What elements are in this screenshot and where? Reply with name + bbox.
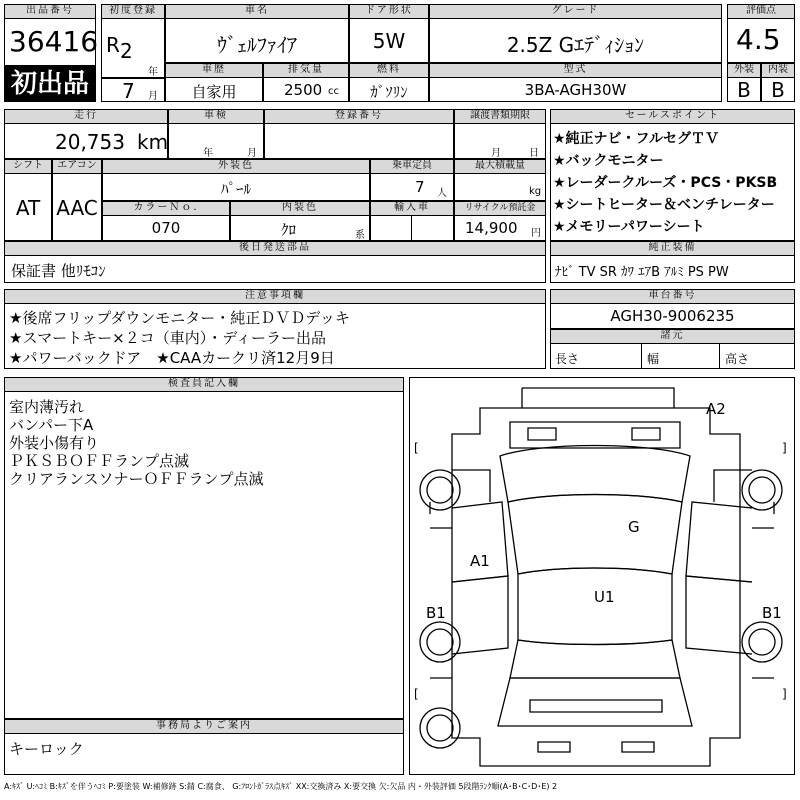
- ext-color-label: 外装色: [102, 159, 370, 174]
- grade-box: [429, 18, 722, 63]
- inspection-month-unit: 月: [247, 148, 257, 159]
- office-box: [4, 733, 404, 775]
- grade-value: 2.5Z Gｴﾃﾞｨｼｮﾝ: [506, 33, 645, 57]
- displacement-unit: cc: [328, 86, 339, 97]
- office-label: 事務局よりご案内: [4, 719, 404, 734]
- wheel-front-right: [742, 470, 782, 510]
- max-load-label: 最大積載量: [454, 159, 546, 174]
- reg-no-label: 登録番号: [264, 109, 454, 124]
- shift-value: AT: [15, 196, 41, 220]
- first-reg-month: 7: [122, 79, 135, 103]
- sales-points-label: セールスポイント: [550, 109, 795, 124]
- first-reg-month-box: [101, 78, 165, 102]
- sales-points-box: [550, 123, 795, 241]
- color-no-box: [102, 215, 230, 241]
- first-reg-era: R: [106, 33, 120, 57]
- inspection-label: 車検: [168, 109, 264, 124]
- wheel-rear-right-inner: [749, 629, 775, 655]
- car-diagram-box: [409, 377, 795, 775]
- fuel-value: ｶﾞｿﾘﾝ: [370, 83, 408, 101]
- mileage-unit: km: [137, 130, 169, 154]
- later-parts-label: 後日発送部品: [4, 241, 546, 256]
- inspector-line-2: バンパー下A: [9, 416, 94, 434]
- model-label: 型式: [429, 63, 722, 78]
- int-score-label: 内装: [761, 63, 795, 78]
- mileage-value: 20,753: [55, 130, 125, 154]
- rear-lamps: [538, 742, 654, 752]
- wheel-front-left-inner: [427, 477, 453, 503]
- recycle-unit: 円: [531, 228, 541, 239]
- office-value: キーロック: [9, 740, 84, 758]
- bracket-right-2: ]: [782, 687, 787, 701]
- ac-label: エアコン: [52, 159, 102, 174]
- inspection-box: [168, 123, 264, 159]
- inspector-line-1: 室内薄汚れ: [9, 398, 85, 416]
- door-value: 5W: [372, 29, 406, 53]
- mark-a1: A1: [470, 552, 490, 570]
- wheel-rear-left: [420, 622, 460, 662]
- sales-point-2: ★バックモニター: [553, 153, 664, 169]
- car-diagram: [410, 378, 794, 774]
- sales-point-1: ★純正ナビ・フルセグＴＶ: [553, 131, 719, 147]
- ext-color-value: ﾊﾟｰﾙ: [220, 180, 251, 198]
- lot-number-box: [4, 18, 99, 66]
- tailgate: [498, 678, 692, 726]
- hood: [500, 446, 690, 503]
- mark-a2: A2: [706, 400, 726, 418]
- equipment-value: ﾅﾋﾞ TV SR ｶﾜ ｴｱB ｱﾙﾐ PS PW: [555, 265, 729, 280]
- wheel-rear-left-inner: [427, 629, 453, 655]
- ext-color-box: [102, 173, 370, 201]
- notes-line-2: ★スマートキー×２コ（車内）・ディーラー出品: [9, 329, 327, 347]
- inspector-label: 検査員記入欄: [4, 377, 404, 392]
- history-box: [165, 77, 263, 102]
- left-fender: [452, 470, 490, 502]
- mark-b1-right: B1: [762, 604, 782, 622]
- equipment-label: 純正装備: [550, 241, 795, 256]
- score-box: [727, 18, 795, 63]
- first-reg-year-unit: 年: [148, 67, 158, 78]
- right-fender: [714, 470, 752, 502]
- rear-glass: [510, 640, 680, 678]
- recycle-box: [454, 215, 546, 241]
- color-no-label: カラーＮｏ.: [102, 201, 230, 216]
- car-name-value: ｳﾞｪﾙﾌｧｲｱ: [217, 33, 297, 57]
- dims-label: 諸元: [550, 329, 795, 344]
- first-listing-badge: 初出品: [4, 66, 96, 102]
- dims-length-label: 長さ: [555, 352, 580, 366]
- sales-point-4: ★シートヒーター＆ベンチレーター: [553, 197, 775, 213]
- import-divider: [411, 216, 412, 240]
- shift-box: [4, 173, 52, 241]
- notes-label: 注意事項欄: [4, 289, 546, 304]
- notes-line-1: ★後席フリップダウンモニター・純正ＤＶＤデッキ: [9, 309, 350, 327]
- headlights: [528, 428, 660, 440]
- equipment-box: [550, 255, 795, 283]
- transfer-month-unit: 月: [491, 148, 501, 159]
- car-name-label: 車名: [165, 4, 349, 19]
- wheel-rear-right: [742, 622, 782, 662]
- int-color-label: 内装色: [230, 201, 370, 216]
- dims-height-label: 高さ: [725, 352, 750, 366]
- chassis-value: AGH30-9006235: [610, 307, 735, 325]
- int-score-box: [761, 77, 795, 102]
- later-parts-value: 保証書 他ﾘﾓｺﾝ: [11, 262, 106, 280]
- recycle-value: 14,900: [465, 219, 518, 237]
- later-parts-box: [4, 255, 546, 283]
- spare-wheel-inner: [427, 715, 453, 741]
- max-load-unit: kg: [529, 186, 542, 197]
- model-box: [429, 77, 722, 102]
- capacity-value: 7: [415, 178, 425, 196]
- mileage-label: 走行: [4, 109, 168, 124]
- ext-score-box: [727, 77, 761, 102]
- chassis-label: 車台番号: [550, 289, 795, 304]
- transfer-day-unit: 日: [529, 148, 539, 159]
- door-label: ドア形状: [349, 4, 429, 19]
- dims-box: [550, 343, 795, 369]
- displacement-box: [263, 77, 349, 102]
- mark-u1: U1: [594, 588, 615, 606]
- right-front-door: [686, 502, 752, 582]
- capacity-label: 乗車定員: [370, 159, 454, 174]
- history-label: 車歴: [165, 63, 263, 78]
- reg-no-box: [264, 123, 454, 159]
- int-score-value: B: [771, 78, 785, 102]
- displacement-value: 2500: [284, 81, 323, 99]
- transfer-box: [454, 123, 546, 159]
- ac-box: [52, 173, 102, 241]
- left-front-door: [452, 502, 508, 582]
- tail-garnish: [530, 700, 662, 712]
- notes-box: [4, 303, 546, 369]
- fuel-label: 燃料: [349, 63, 429, 78]
- legend-footer: A:ｷｽﾞ U:ﾍｺﾐ B:ｷｽﾞを伴うﾍｺﾐ P:要塗装 W:補修跡 S:錆 C:腐食、 G:ﾌﾛﾝﾄｶﾞﾗｽ点ｷｽﾞ XX:交換済み X:要交換 欠:欠品 内・外装評価 5段階ﾗﾝｸ順(A･B･C･D･E) 2: [4, 782, 558, 791]
- fuel-box: [349, 77, 429, 102]
- bracket-left-1: [: [414, 441, 419, 455]
- first-reg-year: 2: [120, 39, 133, 63]
- score-value: 4.5: [736, 23, 781, 56]
- front-bumper: [522, 388, 674, 408]
- mark-g: G: [628, 518, 640, 536]
- mark-b1-left: B1: [426, 604, 446, 622]
- spare-wheel: [420, 708, 460, 748]
- max-load-box: [454, 173, 546, 201]
- import-label: 輸入車: [370, 201, 454, 216]
- chassis-box: [550, 303, 795, 329]
- lot-number: 36416: [9, 25, 99, 58]
- door-box: [349, 18, 429, 63]
- bracket-left-2: [: [414, 687, 419, 701]
- displacement-label: 排気量: [263, 63, 349, 78]
- int-color-value: ｸﾛ: [281, 221, 297, 239]
- inspection-year-unit: 年: [203, 148, 213, 159]
- inspector-line-5: クリアランスソナーＯＦＦランプ点滅: [9, 470, 264, 488]
- shift-label: シフト: [4, 159, 52, 174]
- recycle-label: リサイクル預託金: [454, 201, 546, 216]
- roof: [518, 568, 672, 645]
- first-reg-month-unit: 月: [148, 91, 158, 102]
- first-reg-box: [101, 18, 165, 78]
- capacity-box: [370, 173, 454, 201]
- bracket-right-1: ]: [782, 441, 787, 455]
- dims-divider-2: [719, 344, 720, 368]
- color-no-value: 070: [151, 219, 181, 237]
- windshield: [508, 495, 682, 575]
- notes-line-3: ★パワーバックドア ★CAAカークリ済12月9日: [9, 349, 335, 367]
- dims-divider-1: [641, 344, 642, 368]
- wheel-front-left: [420, 470, 460, 510]
- history-value: 自家用: [191, 83, 237, 101]
- sales-point-3: ★レーダークルーズ・PCS・PKSB: [553, 175, 778, 191]
- ac-value: AAC: [56, 196, 98, 220]
- car-name-box: [165, 18, 349, 63]
- capacity-unit: 人: [437, 188, 447, 199]
- ext-score-label: 外装: [727, 63, 761, 78]
- model-value: 3BA-AGH30W: [524, 81, 627, 99]
- dims-width-label: 幅: [647, 352, 660, 366]
- ext-score-value: B: [737, 78, 751, 102]
- grade-label: グレード: [429, 4, 722, 19]
- inspector-box: [4, 391, 404, 719]
- first-reg-label: 初度登録: [101, 4, 165, 19]
- hood-front: [510, 422, 680, 448]
- import-box: [370, 215, 454, 241]
- int-color-box: [230, 215, 370, 241]
- mileage-box: [4, 123, 168, 159]
- sales-point-5: ★メモリーパワーシート: [553, 219, 705, 235]
- int-color-unit: 系: [355, 230, 365, 241]
- score-label: 評価点: [727, 4, 795, 19]
- inspector-line-4: ＰＫＳＢＯＦＦランプ点滅: [9, 452, 190, 470]
- lot-label: 出品番号: [4, 4, 96, 19]
- transfer-label: 譲渡書類期限: [454, 109, 546, 124]
- inspector-line-3: 外装小傷有り: [9, 434, 100, 452]
- wheel-front-right-inner: [749, 477, 775, 503]
